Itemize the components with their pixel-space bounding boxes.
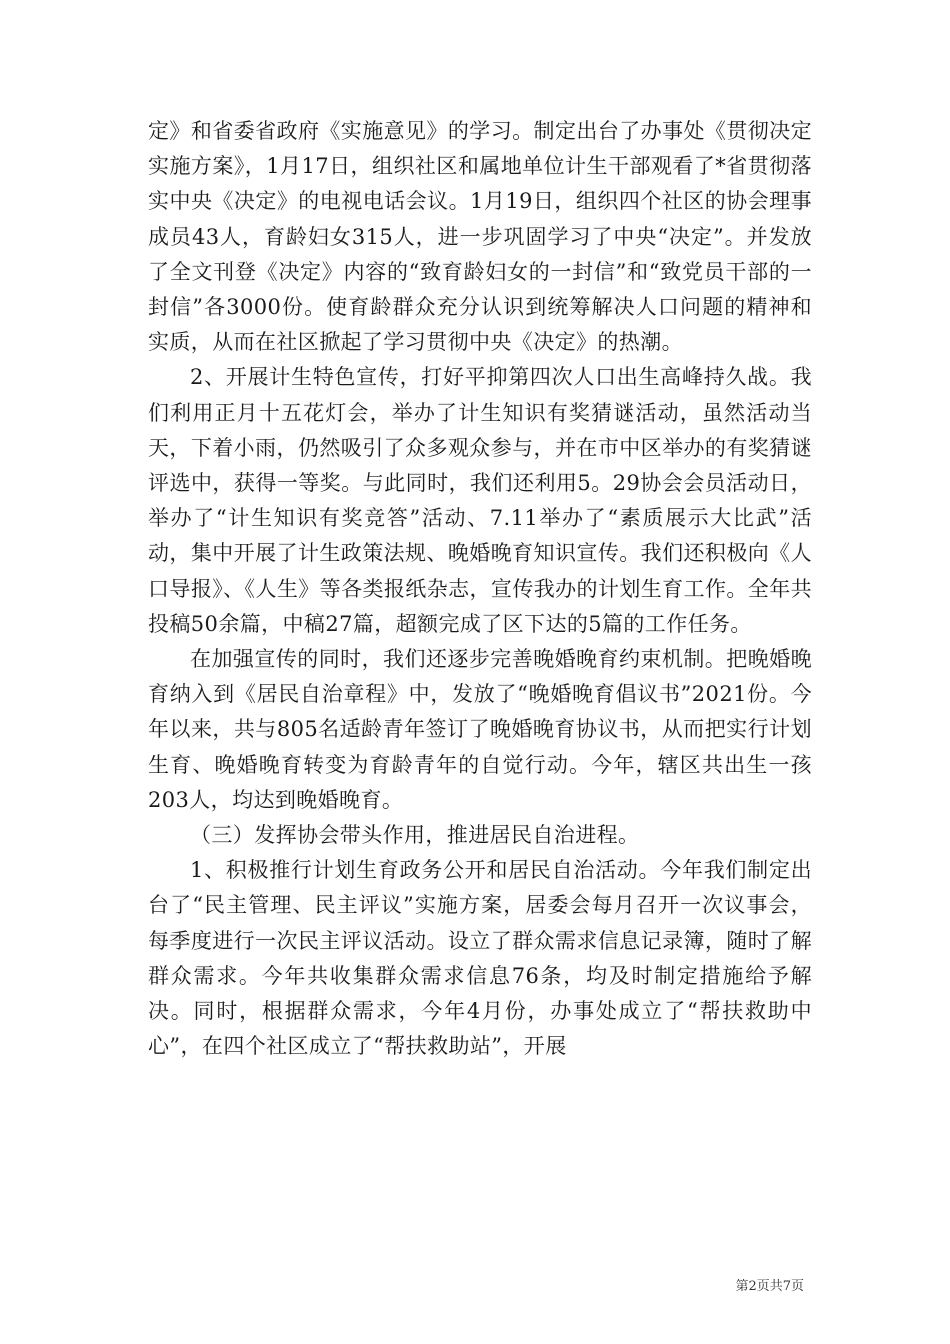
paragraph-self-governance: 1、积极推行计划生育政务公开和居民自治活动。今年我们制定出台了“民主管理、民主评议”实施方案，居委会每月召开一次议事会，每季度进行一次民主评议活动。设立了群众需求信息记录簿，随时了解群众需求。今年共收集群众需求信息76条，均及时制定措施给予解决。同时，根据群众需求，今年4月份，办事处成立了“帮扶救助中心”，在四个社区成立了“帮扶救助站”，开展: [148, 858, 812, 1059]
section-heading: （三）发挥协会带头作用，推进居民自治进程。: [190, 823, 640, 848]
paragraph-publicity: 2、开展计生特色宣传，打好平抑第四次人口出生高峰持久战。我们利用正月十五花灯会，举办了计生知识有奖猜谜活动，虽然活动当天，下着小雨，仍然吸引了众多观众参与，并在市中区举办的有奖猜谜评选中，获得一等奖。与此同时，我们还利用5。29协会会员活动日，举办了“计生知识有奖竞答”活动、7.11举办了“素质展示大比武”活动，集中开展了计生政策法规、晚婚晚育知识宣传。我们还积极向《人口导报》、《人生》等各类报纸杂志，宣传我办的计划生育工作。全年共投稿50余篇，中稿27篇，超额完成了区下达的5篇的工作任务。: [148, 365, 812, 636]
page-number: 第2页共7页: [735, 1279, 804, 1294]
document-body: [148, 114, 812, 1064]
paragraph-late-marriage: 在加强宣传的同时，我们还逐步完善晚婚晚育约束机制。把晚婚晚育纳入到《居民自治章程》中，发放了“晚婚晚育倡议书”2021份。今年以来，共与805名适龄青年签订了晚婚晚育协议书，从而把实行计划生育、晚婚晚育转变为育龄青年的自觉行动。今年，辖区共出生一孩203人，均达到晚婚晚育。: [148, 647, 812, 812]
paragraph-continuation: 定》和省委省政府《实施意见》的学习。制定出台了办事处《贯彻决定实施方案》，1月17日，组织社区和属地单位计生干部观看了*省贯彻落实中央《决定》的电视电话会议。1月19日，组织四个社区的协会理事成员43人，育龄妇女315人，进一步巩固学习了中央“决定”。并发放了全文刊登《决定》内容的“致育龄妇女的一封信”和“致党员干部的一封信”各3000份。使育龄群众充分认识到统筹解决人口问题的精神和实质，从而在社区掀起了学习贯彻中央《决定》的热潮。: [148, 119, 812, 355]
